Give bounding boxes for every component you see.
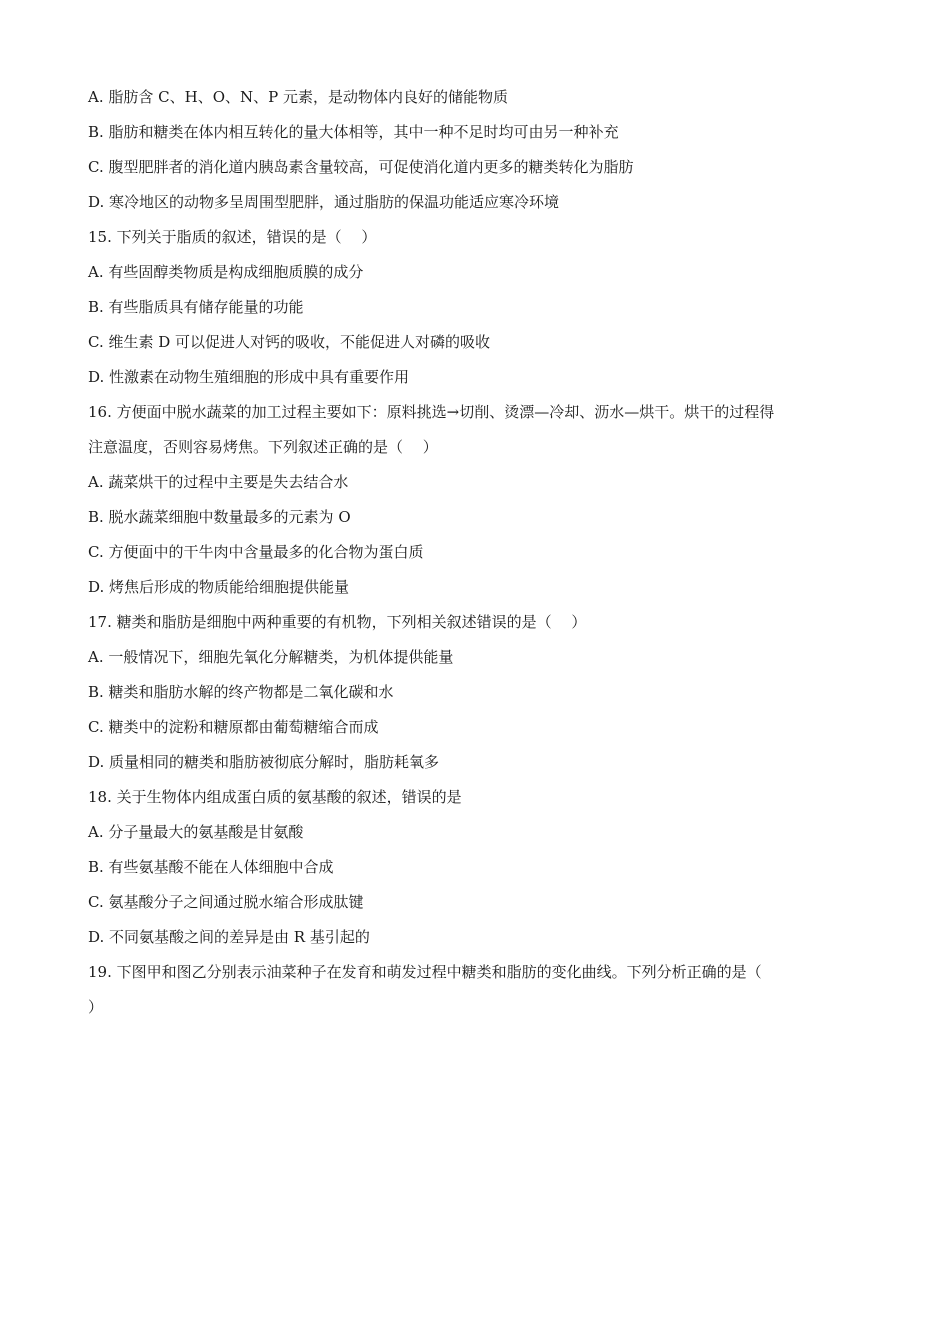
option-a: A. 一般情况下，细胞先氧化分解糖类，为机体提供能量 [88,648,454,666]
option-a: A. 蔬菜烘干的过程中主要是失去结合水 [88,473,349,491]
option-b: B. 脱水蔬菜细胞中数量最多的元素为 O [88,508,351,526]
option-a: A. 脂肪含 C、H、O、N、P 元素，是动物体内良好的储能物质 [88,88,508,106]
question-title-line-1: 16. 方便面中脱水蔬菜的加工过程主要如下：原料挑选→切削、烫漂—冷却、沥水—烘干。烘干的过程得 [88,403,775,421]
question-title-line-1: 19. 下图甲和图乙分别表示油菜种子在发育和萌发过程中糖类和脂肪的变化曲线。下列分析正确的是（ [88,963,762,981]
option-d: D. 性激素在动物生殖细胞的形成中具有重要作用 [88,368,410,386]
option-d: D. 质量相同的糖类和脂肪被彻底分解时，脂肪耗氧多 [88,753,440,771]
question-15 [88,220,878,395]
question-18 [88,780,878,955]
option-c: C. 维生素 D 可以促进人对钙的吸收，不能促进人对磷的吸收 [88,333,491,351]
question-title: 17. 糖类和脂肪是细胞中两种重要的有机物，下列相关叙述错误的是（ ） [88,613,587,631]
option-b: B. 脂肪和糖类在体内相互转化的量大体相等，其中一种不足时均可由另一种补充 [88,123,619,141]
option-a: A. 分子量最大的氨基酸是甘氨酸 [88,823,304,841]
question-14-options [88,80,878,220]
question-title: 18. 关于生物体内组成蛋白质的氨基酸的叙述，错误的是 [88,788,462,806]
option-b: B. 糖类和脂肪水解的终产物都是二氧化碳和水 [88,683,394,701]
option-d: D. 烤焦后形成的物质能给细胞提供能量 [88,578,350,596]
question-17 [88,605,878,780]
option-d: D. 不同氨基酸之间的差异是由 R 基引起的 [88,928,370,946]
question-16 [88,395,878,605]
option-c: C. 糖类中的淀粉和糖原都由葡萄糖缩合而成 [88,718,379,736]
option-c: C. 氨基酸分子之间通过脱水缩合形成肽键 [88,893,364,911]
option-c: C. 方便面中的干牛肉中含量最多的化合物为蛋白质 [88,543,424,561]
option-b: B. 有些氨基酸不能在人体细胞中合成 [88,858,334,876]
question-title-line-2: 注意温度，否则容易烤焦。下列叙述正确的是（ ） [88,438,438,456]
option-c: C. 腹型肥胖者的消化道内胰岛素含量较高，可促使消化道内更多的糖类转化为脂肪 [88,158,634,176]
option-d: D. 寒冷地区的动物多呈周围型肥胖，通过脂肪的保温功能适应寒冷环境 [88,193,560,211]
question-19 [88,955,878,1025]
question-title: 15. 下列关于脂质的叙述，错误的是（ ） [88,228,377,246]
option-b: B. 有些脂质具有储存能量的功能 [88,298,304,316]
option-a: A. 有些固醇类物质是构成细胞质膜的成分 [88,263,364,281]
document-page [88,80,878,1025]
question-title-line-2: ） [88,998,104,1016]
